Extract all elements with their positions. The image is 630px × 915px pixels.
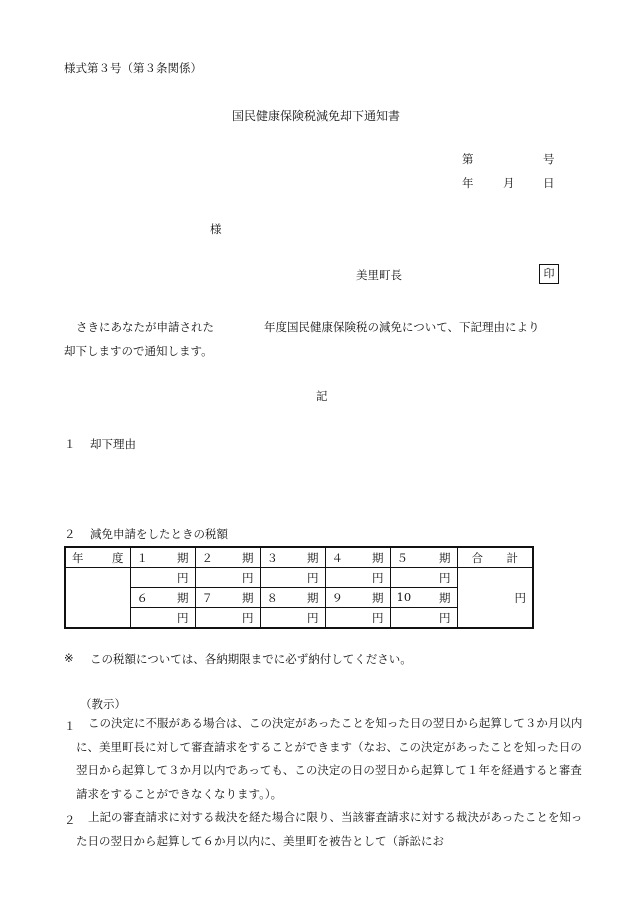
date-month: 月 [503, 176, 515, 190]
intro-line1-b: 年度国民健康保険税の減免について、下記理由により [264, 320, 540, 334]
amount-period-9: 円 [325, 608, 390, 629]
intro-line2: 却下しますので通知します。 [64, 344, 213, 358]
header-period-9: ９ 期 [325, 588, 390, 608]
amount-period-8: 円 [260, 608, 325, 629]
header-period-3: ３ 期 [260, 547, 325, 568]
tax-amount-table [64, 546, 534, 629]
doc-number-suffix: 号 [543, 152, 555, 166]
section1-label: 却下理由 [90, 437, 136, 451]
header-period-1: １ 期 [130, 547, 195, 568]
intro-line1-a: さきにあなたが申請された [76, 320, 214, 334]
amount-total: 円 [457, 568, 533, 629]
header-period-8: ８ 期 [260, 588, 325, 608]
date-day: 日 [543, 176, 555, 190]
doc-number-prefix: 第 [462, 152, 474, 166]
table-header-row [65, 547, 533, 568]
section1-number: １ [64, 437, 76, 451]
kyoji-item-1-number: １ [64, 719, 76, 733]
amount-period-5: 円 [390, 568, 457, 588]
header-period-2: ２ 期 [195, 547, 260, 568]
amount-period-1: 円 [130, 568, 195, 588]
document-title: 国民健康保険税減免却下通知書 [232, 109, 401, 123]
header-period-4: ４ 期 [325, 547, 390, 568]
kyoji-item-1-text: この決定に不服がある場合は、この決定があったことを知った日の翌日から起算して３か月以内に、美里町長に対して審査請求をすることができます（なお、この決定があったことを知った日の翌日から起算して３か月以内であっても、この決定の日の翌日から起算して１年を経過すると審査請求をすることができなくなります。）。 [76, 716, 583, 801]
amount-period-10: 円 [390, 608, 457, 629]
nendo-cell [65, 568, 130, 629]
note-mark: ※ [64, 651, 74, 665]
amount-period-2: 円 [195, 568, 260, 588]
header-period-5: ５ 期 [390, 547, 457, 568]
seal-mark: 印 [539, 264, 559, 284]
addressee-suffix: 様 [210, 222, 222, 236]
header-period-6: ６ 期 [130, 588, 195, 608]
header-total: 合 計 [457, 547, 533, 568]
issuer-name: 美里町長 [356, 268, 402, 282]
note-text: この税額については、各納期限までに必ず納付してください。 [90, 652, 412, 666]
form-number: 様式第３号（第３条関係） [64, 61, 202, 75]
header-nendo: 年 度 [65, 547, 130, 568]
kyoji-item-2-number: ２ [64, 813, 76, 827]
amount-period-3: 円 [260, 568, 325, 588]
amount-period-4: 円 [325, 568, 390, 588]
amount-period-6: 円 [130, 608, 195, 629]
section2-number: ２ [64, 527, 76, 541]
section2-label: 減免申請をしたときの税額 [90, 527, 228, 541]
header-period-7: ７ 期 [195, 588, 260, 608]
ki-heading: 記 [316, 389, 328, 403]
table-row-yen-1 [65, 568, 533, 588]
header-period-10: 10 期 [390, 588, 457, 608]
kyoji-item-2-text: 上記の審査請求に対する裁決を経た場合に限り、当該審査請求に対する裁決があったことを知った日の翌日から起算して６か月以内に、美里町を被告として（訴訟にお [76, 810, 583, 848]
date-year: 年 [462, 176, 474, 190]
amount-period-7: 円 [195, 608, 260, 629]
kyoji-heading: （教示） [80, 697, 126, 711]
